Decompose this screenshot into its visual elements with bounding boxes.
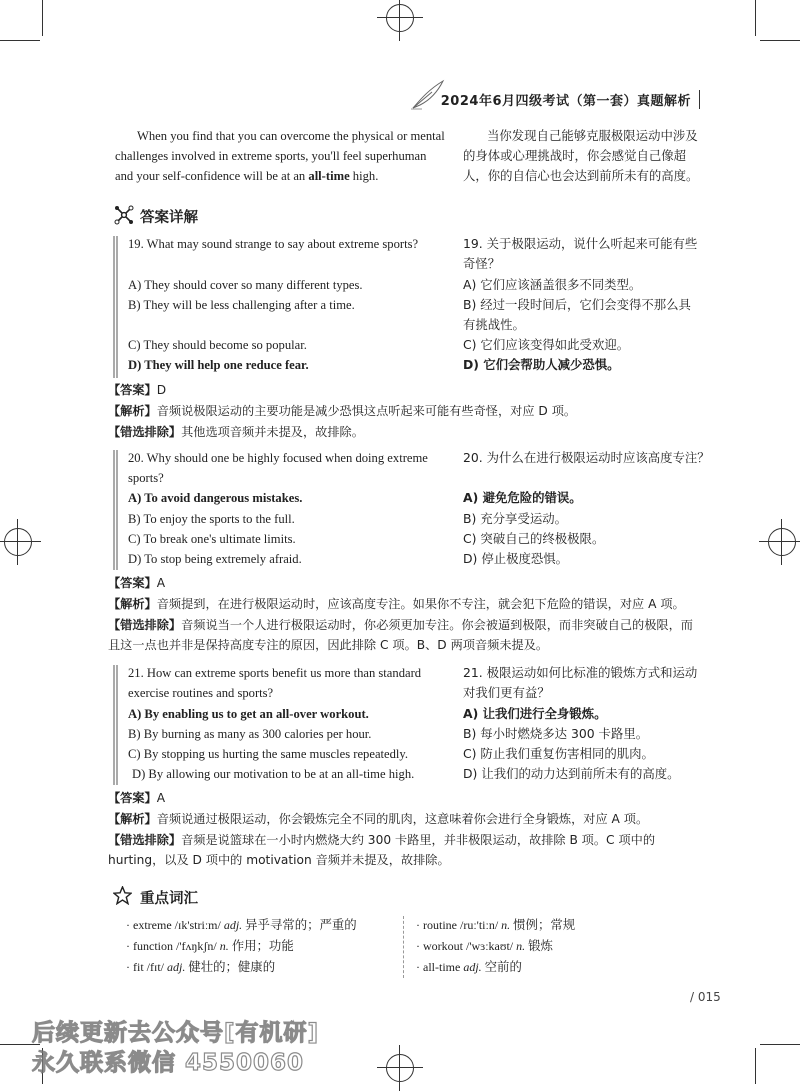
option-d-zh: D) 让我们的动力达到前所未有的高度。 xyxy=(463,766,680,781)
page-header xyxy=(410,78,700,112)
question-block xyxy=(113,450,118,570)
option-a-correct: A) To avoid dangerous mistakes. xyxy=(128,491,303,505)
option-b-zh: B) 充分享受运动。 xyxy=(463,511,568,526)
star-outline-icon xyxy=(113,886,132,905)
vocab-divider xyxy=(403,916,404,978)
registration-mark xyxy=(386,4,414,32)
registration-mark xyxy=(4,528,32,556)
answer-line: 【答案】A xyxy=(108,791,166,805)
option-b-zh: B) 每小时燃烧多达 300 卡路里。 xyxy=(463,726,649,741)
analysis-line: 【解析】音频说极限运动的主要功能是减少恐惧这点听起来可能有些奇怪，对应 D 项。 xyxy=(108,404,577,418)
crop-mark xyxy=(755,1048,756,1084)
analysis-line: 【解析】音频提到，在进行极限运动时，应该高度专注。如果你不专注，就会犯下危险的错误，对应 A 项。 xyxy=(108,597,685,611)
vocab-item: · all-time adj. 空前的 xyxy=(416,959,522,974)
question-text: 19. What may sound strange to say about extreme sports? xyxy=(128,237,419,251)
exclude-line: 【错选排除】音频说当一个人进行极限运动时，你必须更加专注。你会被逼到极限，而非突破自己的极限，而且这一点也并非是保持高度专注的原因，因此排除 C 项。B、D 两项音频未提及。 xyxy=(108,618,693,652)
option-a-zh-correct: A) 避免危险的错误。 xyxy=(463,490,582,505)
registration-mark xyxy=(768,528,796,556)
option-a: A) They should cover so many different types. xyxy=(128,278,363,292)
exclude-line: 【错选排除】其他选项音频并未提及，故排除。 xyxy=(108,425,364,439)
vocab-item: · workout /'wɜːkaʊt/ n. 锻炼 xyxy=(416,938,553,953)
option-d: D) By allowing our motivation to be at an all-time high. xyxy=(132,767,415,781)
watermark-line: 永久联系微信 4550060 xyxy=(32,1050,305,1076)
option-b-zh: B) 经过一段时间后，它们会变得不那么具有挑战性。 xyxy=(463,297,691,332)
question-text-zh: 20. 为什么在进行极限运动时应该高度专注？ xyxy=(463,450,710,465)
crop-mark xyxy=(755,0,756,36)
vocab-item: · extreme /ɪk'striːm/ adj. 异乎寻常的；严重的 xyxy=(126,917,357,932)
question-text-zh: 19. 关于极限运动，说什么听起来可能有些奇怪？ xyxy=(463,236,698,271)
option-c: C) To break one's ultimate limits. xyxy=(128,532,296,546)
option-b: B) They will be less challenging after a time. xyxy=(128,298,355,312)
crop-mark xyxy=(42,0,43,36)
option-b: B) By burning as many as 300 calories per hour. xyxy=(128,727,372,741)
option-d: D) To stop being extremely afraid. xyxy=(128,552,302,566)
intro-english: When you find that you can overcome the physical or mental challenges involved in extreme sports, you'll feel superhuman and your self-confidence will be at an all-time high. xyxy=(115,129,445,183)
option-c-zh: C) 它们应该变得如此受欢迎。 xyxy=(463,337,630,352)
option-d-zh-correct: D) 它们会帮助人减少恐惧。 xyxy=(463,357,620,372)
section-title-answers: 答案详解 xyxy=(140,210,198,226)
option-a-correct: A) By enabling us to get an all-over workout. xyxy=(128,707,369,721)
analysis-line: 【解析】音频说通过极限运动，你会锻炼完全不同的肌肉，这意味着你会进行全身锻炼，对应 A 项。 xyxy=(108,812,649,826)
option-a-zh: A) 它们应该涵盖很多不同类型。 xyxy=(463,277,642,292)
header-title: 2024年6月四级考试（第一套）真题解析 xyxy=(441,90,700,109)
page-number: / 015 xyxy=(690,990,721,1004)
question-text: 20. Why should one be highly focused when doing extreme sports? xyxy=(128,451,428,485)
section-title-vocab: 重点词汇 xyxy=(140,891,198,907)
question-text: 21. How can extreme sports benefit us more than standard exercise routines and sports? xyxy=(128,666,422,700)
vocab-item: · fit /fɪt/ adj. 健壮的；健康的 xyxy=(126,959,276,974)
crop-mark xyxy=(760,1044,800,1045)
crop-mark xyxy=(0,40,40,41)
option-a-zh-correct: A) 让我们进行全身锻炼。 xyxy=(463,706,607,721)
vocab-item: · function /'fʌŋkʃn/ n. 作用；功能 xyxy=(126,938,294,953)
option-d-correct: D) They will help one reduce fear. xyxy=(128,358,309,372)
answer-line: 【答案】D xyxy=(108,383,167,397)
question-block xyxy=(113,665,118,785)
exclude-line: 【错选排除】音频是说篮球在一小时内燃烧大约 300 卡路里，并非极限运动，故排除 B 项。C 项中的 hurting，以及 D 项中的 motivation 音频并未提及，故排除。 xyxy=(108,833,656,867)
crop-mark xyxy=(760,40,800,41)
molecule-icon xyxy=(114,205,134,225)
question-text-zh: 21. 极限运动如何比标准的锻炼方式和运动对我们更有益？ xyxy=(463,665,698,700)
option-c: C) They should become so popular. xyxy=(128,338,307,352)
vocab-item: · routine /ruː'tiːn/ n. 惯例；常规 xyxy=(416,917,576,932)
option-b: B) To enjoy the sports to the full. xyxy=(128,512,295,526)
answer-line: 【答案】A xyxy=(108,576,166,590)
question-block xyxy=(113,236,118,378)
watermark-line: 后续更新去公众号[有机研] xyxy=(32,1020,320,1046)
registration-mark xyxy=(386,1054,414,1082)
option-c-zh: C) 突破自己的终极极限。 xyxy=(463,531,605,546)
option-d-zh: D) 停止极度恐惧。 xyxy=(463,551,569,566)
option-c-zh: C) 防止我们重复伤害相同的肌肉。 xyxy=(463,746,654,761)
option-c: C) By stopping us hurting the same muscles repeatedly. xyxy=(128,747,409,761)
intro-chinese: 当你发现自己能够克服极限运动中涉及的身体或心理挑战时，你会感觉自己像超人，你的自信心也会达到前所未有的高度。 xyxy=(463,128,699,183)
